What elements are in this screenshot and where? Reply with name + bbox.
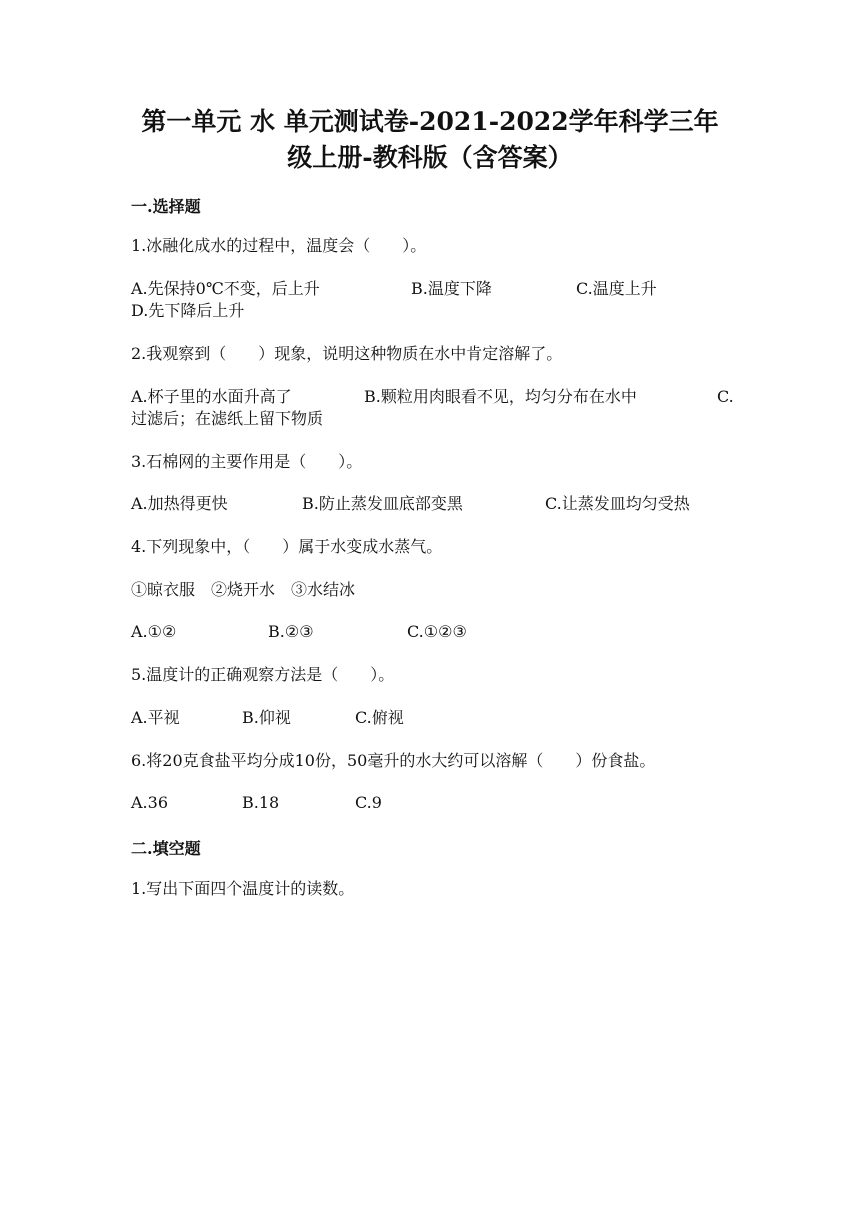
question-1-option-c: C.温度上升 (576, 279, 657, 298)
question-3-stem: 3.石棉网的主要作用是（ ）。 (131, 452, 363, 471)
page-title (100, 104, 760, 176)
question-1-option-d: D.先下降后上升 (131, 301, 245, 320)
question-4-option-c: C.①②③ (407, 622, 467, 641)
fill-question-1-stem: 1.写出下面四个温度计的读数。 (131, 879, 355, 898)
question-2-stem: 2.我观察到（ ）现象，说明这种物质在水中肯定溶解了。 (131, 344, 563, 363)
question-6-option-b: B.18 (242, 793, 280, 812)
title-line-2: 级上册-教科版（含答案） (287, 143, 573, 172)
question-1-stem: 1.冰融化成水的过程中，温度会（ ）。 (131, 236, 427, 255)
question-3-option-b: B.防止蒸发皿底部变黑 (302, 494, 463, 513)
question-5-option-a: A.平视 (131, 708, 180, 727)
question-4-items: ①晾衣服 ②烧开水 ③水结冰 (131, 580, 356, 599)
question-5-option-b: B.仰视 (242, 708, 291, 727)
question-3-option-c: C.让蒸发皿均匀受热 (545, 494, 690, 513)
question-2-option-c-continued: 过滤后；在滤纸上留下物质 (131, 409, 324, 428)
question-2-option-a: A.杯子里的水面升高了 (131, 387, 292, 406)
question-2-option-b: B.颗粒用肉眼看不见，均匀分布在水中 (364, 387, 637, 406)
question-4-option-b: B.②③ (268, 622, 314, 641)
question-4-stem: 4.下列现象中，（ ）属于水变成水蒸气。 (131, 537, 443, 556)
question-6-option-c: C.9 (355, 793, 382, 812)
question-3-option-a: A.加热得更快 (131, 494, 228, 513)
section-heading-choice: 一.选择题 (131, 197, 201, 216)
question-4-option-a: A.①② (131, 622, 177, 641)
question-2-option-c: C. (717, 387, 734, 406)
question-1-option-b: B.温度下降 (411, 279, 492, 298)
title-line-1: 第一单元 水 单元测试卷-2021-2022学年科学三年 (141, 107, 719, 136)
question-5-stem: 5.温度计的正确观察方法是（ ）。 (131, 665, 395, 684)
question-5-option-c: C.俯视 (355, 708, 404, 727)
section-heading-fill: 二.填空题 (131, 839, 201, 858)
question-6-stem: 6.将20克食盐平均分成10份，50毫升的水大约可以溶解（ ）份食盐。 (131, 751, 656, 770)
question-6-option-a: A.36 (131, 793, 168, 812)
question-1-option-a: A.先保持0℃不变，后上升 (131, 279, 320, 298)
